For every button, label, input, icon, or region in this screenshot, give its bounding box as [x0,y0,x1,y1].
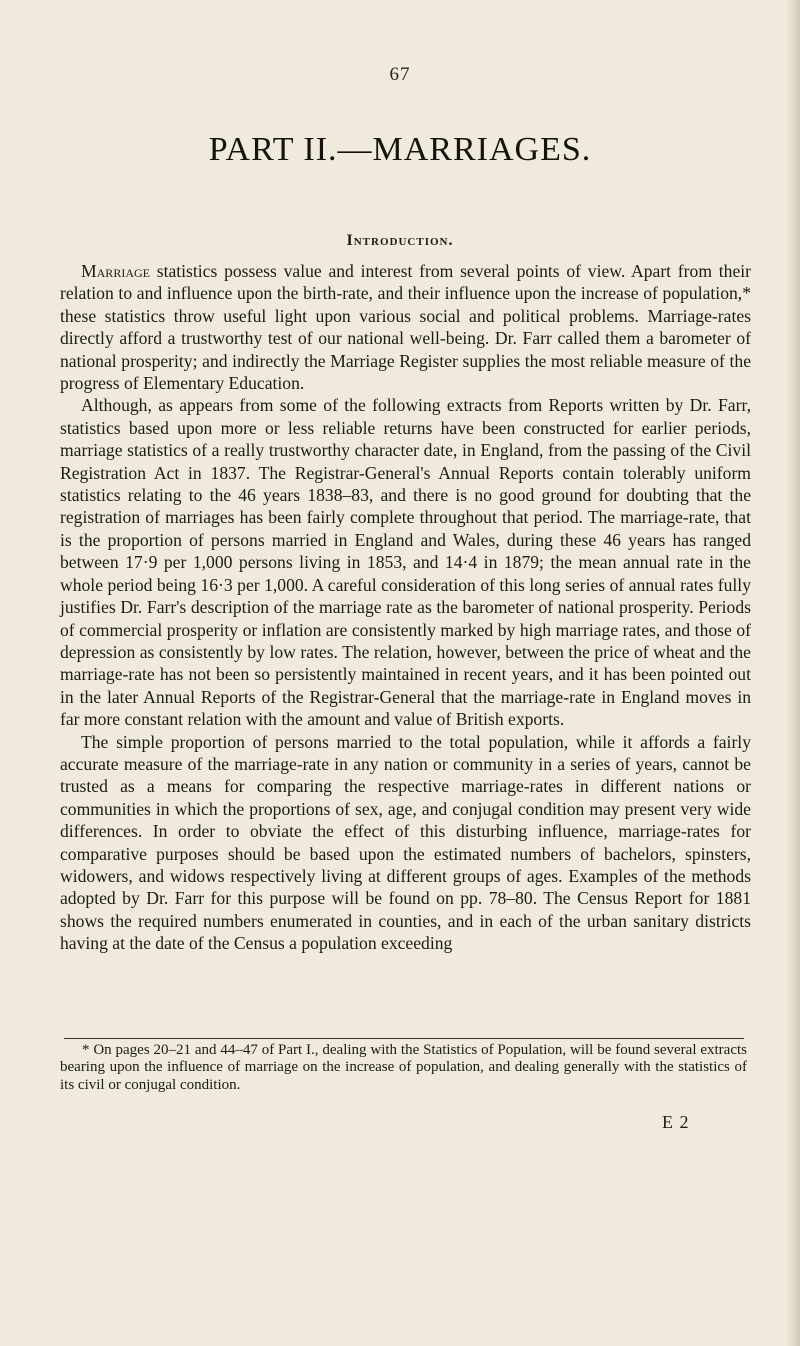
paragraph-text: statistics possess value and interest from several points of view. Apart from their relation to and influence upon the birth-rate, and their influence upon the increase of population,* these statistics throw useful light upon various social and political problems. Marriage-rates directly afford a trustworthy test of our national well-being. Dr. Farr called them a barometer of national prosperity; and indirectly the Marriage Register supplies the most reliable measure of the progress of Elementary Education. [60,261,751,394]
footnote-divider [64,1038,744,1039]
body-text [60,260,751,955]
page-edge-shadow [786,0,800,1346]
paragraph [60,260,751,394]
section-title: Introduction. [346,232,454,249]
paragraph-text: The simple proportion of persons married to the total population, while it affords a fairly accurate measure of the marriage-rate in any nation or community in a series of years, cannot be trusted as a means for comparing the respective marriage-rates in different nations or communities in which the proportions of sex, age, and conjugal condition may present very wide differences. In order to obviate the effect of this disturbing influence, marriage-rates for comparative purposes should be based upon the estimated numbers of bachelors, spinsters, widowers, and widows respectively living at different groups of ages. Examples of the methods adopted by Dr. Farr for this purpose will be found on pp. 78–80. The Census Report for 1881 shows the required numbers enumerated in counties, and in each of the urban sanitary districts having at the date of the Census a population exceeding [60,731,751,954]
part-title: PART II.—MARRIAGES. [208,131,592,168]
signature-mark: E 2 [662,1112,690,1132]
paragraph-lead-word: Marriage [81,261,150,281]
paragraph-text: Although, as appears from some of the following extracts from Reports written by Dr. Farr, statistics based upon more or less reliable returns have been constructed for earlier periods, marriage statistics of a really trustworthy character date, in England, from the passing of the Civil Registration Act in 1837. The Registrar-General's Annual Reports contain tolerably uniform statistics relating to the 46 years 1838–83, and there is no good ground for doubting that the registration of marriages has been fairly complete throughout that period. The marriage-rate, that is the proportion of persons married in England and Wales, during these 46 years has ranged between 17·9 per 1,000 persons living in 1853, and 14·4 in 1879; the mean annual rate in the whole period being 16·3 per 1,000. A careful consideration of this long series of annual rates fully justifies Dr. Farr's description of the marriage rate as the barometer of national prosperity. Periods of commercial prosperity or inflation are consistently marked by high marriage rates, and those of depression as consistently by low rates. The relation, however, between the price of wheat and the marriage-rate has not been so persistently maintained in recent years, and it has been pointed out in the later Annual Reports of the Registrar-General that the marriage-rate in England moves in far more constant relation with the amount and value of British exports. [60,395,751,730]
paragraph [60,394,751,730]
page-number: 67 [389,64,411,85]
footnote-text: * On pages 20–21 and 44–47 of Part I., dealing with the Statistics of Population, will be found several extracts bearing upon the influence of marriage on the increase of population, and dealing generally with the statistics of its civil or conjugal condition. [60,1042,747,1093]
footnote [60,1042,747,1094]
paragraph [60,731,751,955]
